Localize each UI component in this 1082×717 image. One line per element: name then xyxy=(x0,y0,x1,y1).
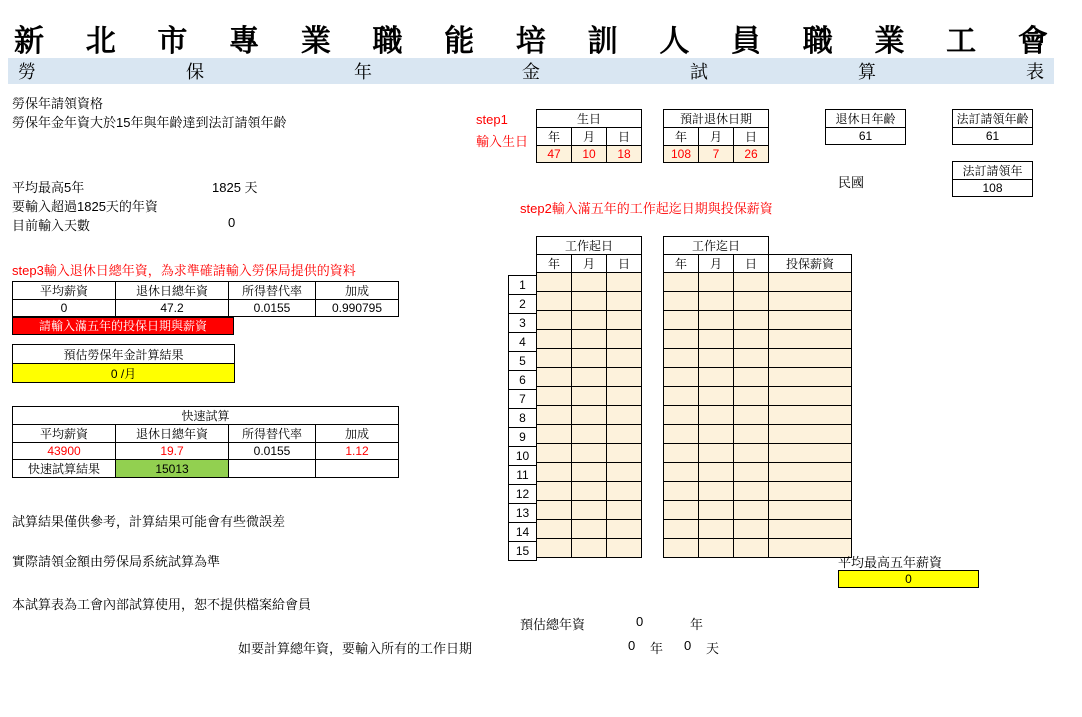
quick-value-bonus[interactable]: 1.12 xyxy=(316,443,399,460)
work-salary-input[interactable] xyxy=(769,273,852,292)
work-salary-input[interactable] xyxy=(769,425,852,444)
work-end-year-input[interactable] xyxy=(664,539,699,558)
work-start-year-input[interactable] xyxy=(537,330,572,349)
work-start-month-input[interactable] xyxy=(572,501,607,520)
quick-calc-title: 快速試算 xyxy=(13,407,399,425)
page-subtitle xyxy=(8,58,1054,84)
work-end-row xyxy=(664,444,852,463)
work-salary-input[interactable] xyxy=(769,387,852,406)
work-start-col-day: 日 xyxy=(607,255,642,273)
work-end-day-input[interactable] xyxy=(734,425,769,444)
quick-calc-table xyxy=(12,406,399,478)
hint-years-value: 0 xyxy=(628,638,636,653)
work-end-row xyxy=(664,539,852,558)
title-char-7: 培 xyxy=(515,25,546,58)
work-end-row xyxy=(664,273,852,292)
work-start-month-input[interactable] xyxy=(572,330,607,349)
work-start-row xyxy=(537,520,642,539)
work-row-index: 12 xyxy=(509,485,537,504)
work-start-year-input[interactable] xyxy=(537,501,572,520)
work-end-col-day: 日 xyxy=(734,255,769,273)
subtitle-char-3: 金 xyxy=(522,62,540,82)
current-days-value: 0 xyxy=(228,215,236,230)
work-salary-input[interactable] xyxy=(769,444,852,463)
legal-year-table xyxy=(952,161,1033,197)
work-row-index: 3 xyxy=(509,314,537,333)
param-header-avg-salary: 平均薪資 xyxy=(13,282,116,300)
work-start-month-input[interactable] xyxy=(572,482,607,501)
work-start-month-input[interactable] xyxy=(572,292,607,311)
work-end-year-input[interactable] xyxy=(664,482,699,501)
title-char-12: 業 xyxy=(874,25,905,58)
work-start-row xyxy=(537,425,642,444)
work-end-year-input[interactable] xyxy=(664,444,699,463)
work-salary-input[interactable] xyxy=(769,482,852,501)
work-end-col-month: 月 xyxy=(699,255,734,273)
work-salary-input[interactable] xyxy=(769,311,852,330)
avg-top5-salary-table xyxy=(838,570,979,588)
subtitle-char-4: 試 xyxy=(690,62,708,82)
work-end-year-input[interactable] xyxy=(664,349,699,368)
note-internal: 本試算表為工會內部試算使用，恕不提供檔案給會員 xyxy=(12,597,312,612)
param-header-total-years: 退休日總年資 xyxy=(116,282,229,300)
quick-header-bonus: 加成 xyxy=(316,425,399,443)
retire-day-input[interactable]: 26 xyxy=(734,146,769,163)
work-end-row xyxy=(664,349,852,368)
work-start-day-input[interactable] xyxy=(607,273,642,292)
retire-col-month: 月 xyxy=(699,128,734,146)
work-end-row xyxy=(664,425,852,444)
quick-result-spacer-2 xyxy=(316,460,399,478)
work-end-day-input[interactable] xyxy=(734,406,769,425)
birthday-title: 生日 xyxy=(537,110,642,128)
note-accuracy: 試算結果僅供參考，計算結果可能會有些微誤差 xyxy=(12,514,286,529)
subtitle-char-1: 保 xyxy=(186,62,204,82)
work-start-row xyxy=(537,463,642,482)
pension-result-table xyxy=(12,344,235,383)
legal-year-value: 108 xyxy=(953,180,1033,197)
work-end-day-input[interactable] xyxy=(734,501,769,520)
work-start-row xyxy=(537,349,642,368)
work-end-month-input[interactable] xyxy=(699,539,734,558)
work-start-month-input[interactable] xyxy=(572,311,607,330)
work-start-year-input[interactable] xyxy=(537,349,572,368)
param-value-avg-salary[interactable]: 0 xyxy=(13,300,116,317)
required-days-label: 要輸入超過1825天的年資 xyxy=(12,199,158,214)
total-years-label: 預估總年資 xyxy=(520,617,586,632)
work-row-index: 15 xyxy=(509,542,537,561)
work-start-col-year: 年 xyxy=(537,255,572,273)
work-end-row xyxy=(664,406,852,425)
birthday-year-input[interactable]: 47 xyxy=(537,146,572,163)
retire-col-day: 日 xyxy=(734,128,769,146)
work-start-year-input[interactable] xyxy=(537,444,572,463)
work-end-day-input[interactable] xyxy=(734,273,769,292)
work-start-month-input[interactable] xyxy=(572,520,607,539)
retire-date-table xyxy=(663,109,769,163)
birthday-month-input[interactable]: 10 xyxy=(572,146,607,163)
work-end-day-input[interactable] xyxy=(734,539,769,558)
work-row-index: 5 xyxy=(509,352,537,371)
hint-years-unit: 年 xyxy=(650,641,664,656)
pension-params-table xyxy=(12,281,399,317)
work-end-row xyxy=(664,387,852,406)
work-end-year-input[interactable] xyxy=(664,463,699,482)
subtitle-char-0: 勞 xyxy=(18,62,36,82)
work-end-day-input[interactable] xyxy=(734,444,769,463)
title-char-2: 市 xyxy=(157,25,188,58)
total-years-unit: 年 xyxy=(690,617,704,632)
work-start-row xyxy=(537,368,642,387)
work-start-month-input[interactable] xyxy=(572,368,607,387)
work-row-index: 8 xyxy=(509,409,537,428)
work-start-year-input[interactable] xyxy=(537,273,572,292)
work-start-day-input[interactable] xyxy=(607,520,642,539)
legal-age-table xyxy=(952,109,1033,145)
eligibility-detail: 勞保年金年資大於15年與年齡達到法訂請領年齡 xyxy=(12,115,287,130)
hint-days-value: 0 xyxy=(684,638,692,653)
title-char-1: 北 xyxy=(85,25,116,58)
work-start-month-input[interactable] xyxy=(572,406,607,425)
work-end-year-input[interactable] xyxy=(664,387,699,406)
work-start-year-input[interactable] xyxy=(537,292,572,311)
work-end-year-input[interactable] xyxy=(664,273,699,292)
work-start-month-input[interactable] xyxy=(572,425,607,444)
work-end-year-input[interactable] xyxy=(664,368,699,387)
work-end-day-input[interactable] xyxy=(734,330,769,349)
work-end-year-input[interactable] xyxy=(664,425,699,444)
work-start-row xyxy=(537,444,642,463)
work-salary-input[interactable] xyxy=(769,406,852,425)
work-end-row xyxy=(664,501,852,520)
quick-value-avg-salary[interactable]: 43900 xyxy=(13,443,116,460)
work-end-day-input[interactable] xyxy=(734,387,769,406)
work-start-day-input[interactable] xyxy=(607,311,642,330)
work-end-row xyxy=(664,311,852,330)
work-row-index: 2 xyxy=(509,295,537,314)
work-end-month-input[interactable] xyxy=(699,330,734,349)
work-end-month-input[interactable] xyxy=(699,368,734,387)
retire-age-value: 61 xyxy=(826,128,906,145)
work-start-day-input[interactable] xyxy=(607,330,642,349)
work-start-day-input[interactable] xyxy=(607,406,642,425)
retire-date-title: 預計退休日期 xyxy=(664,110,769,128)
work-end-day-input[interactable] xyxy=(734,311,769,330)
work-start-month-input[interactable] xyxy=(572,463,607,482)
eligibility-heading: 勞保年請領資格 xyxy=(12,96,104,111)
work-row-index: 10 xyxy=(509,447,537,466)
work-salary-input[interactable] xyxy=(769,463,852,482)
page-title xyxy=(8,20,1054,56)
param-header-bonus: 加成 xyxy=(316,282,399,300)
work-start-row xyxy=(537,330,642,349)
work-end-month-input[interactable] xyxy=(699,520,734,539)
work-end-title-spacer xyxy=(769,237,852,255)
work-salary-input[interactable] xyxy=(769,292,852,311)
work-end-date-table xyxy=(663,236,852,558)
work-start-year-input[interactable] xyxy=(537,482,572,501)
step3-label: step3輸入退休日總年資，為求準確請輸入勞保局提供的資料 xyxy=(12,263,356,278)
work-end-day-input[interactable] xyxy=(734,368,769,387)
work-end-year-input[interactable] xyxy=(664,311,699,330)
work-start-row xyxy=(537,406,642,425)
title-char-14: 會 xyxy=(1017,25,1048,58)
work-end-month-input[interactable] xyxy=(699,406,734,425)
work-salary-input[interactable] xyxy=(769,501,852,520)
note-official: 實際請領金額由勞保局系統試算為準 xyxy=(12,554,221,569)
work-start-row xyxy=(537,273,642,292)
work-salary-header: 投保薪資 xyxy=(769,255,852,273)
subtitle-char-6: 表 xyxy=(1026,62,1044,82)
work-end-year-input[interactable] xyxy=(664,501,699,520)
subtitle-char-5: 算 xyxy=(858,62,876,82)
work-start-day-input[interactable] xyxy=(607,292,642,311)
work-end-month-input[interactable] xyxy=(699,387,734,406)
work-end-day-input[interactable] xyxy=(734,463,769,482)
birthday-table xyxy=(536,109,642,163)
work-start-month-input[interactable] xyxy=(572,387,607,406)
work-salary-input[interactable] xyxy=(769,520,852,539)
total-years-value: 0 xyxy=(636,614,644,629)
quick-value-total-years[interactable]: 19.7 xyxy=(116,443,229,460)
work-start-day-input[interactable] xyxy=(607,387,642,406)
param-value-bonus[interactable]: 0.990795 xyxy=(316,300,399,317)
legal-age-value: 61 xyxy=(953,128,1033,145)
avg-top5-salary-value: 0 xyxy=(839,571,979,588)
quick-header-replacement-rate: 所得替代率 xyxy=(229,425,316,443)
current-days-label: 目前輸入天數 xyxy=(12,218,91,233)
work-start-year-input[interactable] xyxy=(537,368,572,387)
work-end-month-input[interactable] xyxy=(699,463,734,482)
work-start-year-input[interactable] xyxy=(537,311,572,330)
work-start-year-input[interactable] xyxy=(537,406,572,425)
work-end-month-input[interactable] xyxy=(699,349,734,368)
work-row-index: 14 xyxy=(509,523,537,542)
work-start-day-input[interactable] xyxy=(607,463,642,482)
title-char-3: 專 xyxy=(229,25,260,58)
birthday-col-month: 月 xyxy=(572,128,607,146)
step2-label: step2輸入滿五年的工作起迄日期與投保薪資 xyxy=(520,201,773,216)
legal-age-title: 法訂請領年齡 xyxy=(953,110,1033,128)
quick-value-replacement-rate[interactable]: 0.0155 xyxy=(229,443,316,460)
work-end-row xyxy=(664,463,852,482)
warning-banner: 請輸入滿五年的投保日期與薪資 xyxy=(12,317,234,335)
work-start-year-input[interactable] xyxy=(537,520,572,539)
birthday-col-year: 年 xyxy=(537,128,572,146)
work-start-row xyxy=(537,482,642,501)
work-row-index: 6 xyxy=(509,371,537,390)
retire-month-input[interactable]: 7 xyxy=(699,146,734,163)
avg-top5-salary-label: 平均最高五年薪資 xyxy=(838,555,943,570)
work-start-row xyxy=(537,387,642,406)
avg-top5-label: 平均最高5年 xyxy=(12,180,85,195)
work-start-day-input[interactable] xyxy=(607,444,642,463)
work-end-month-input[interactable] xyxy=(699,425,734,444)
work-row-index: 7 xyxy=(509,390,537,409)
work-end-month-input[interactable] xyxy=(699,501,734,520)
work-salary-input[interactable] xyxy=(769,349,852,368)
work-end-day-input[interactable] xyxy=(734,292,769,311)
work-start-title: 工作起日 xyxy=(537,237,642,255)
work-end-year-input[interactable] xyxy=(664,292,699,311)
work-row-index: 9 xyxy=(509,428,537,447)
subtitle-char-2: 年 xyxy=(354,62,372,82)
work-end-month-input[interactable] xyxy=(699,311,734,330)
work-end-col-year: 年 xyxy=(664,255,699,273)
work-row-index: 13 xyxy=(509,504,537,523)
work-start-month-input[interactable] xyxy=(572,349,607,368)
retire-age-table xyxy=(825,109,906,145)
work-start-month-input[interactable] xyxy=(572,273,607,292)
work-salary-input[interactable] xyxy=(769,330,852,349)
retire-age-title: 退休日年齡 xyxy=(826,110,906,128)
total-years-hint: 如要計算總年資，要輸入所有的工作日期 xyxy=(238,641,473,656)
avg-top5-value: 1825 天 xyxy=(212,180,258,195)
title-char-6: 能 xyxy=(444,25,475,58)
work-start-day-input[interactable] xyxy=(607,482,642,501)
work-end-row xyxy=(664,330,852,349)
param-value-replacement-rate[interactable]: 0.0155 xyxy=(229,300,316,317)
work-end-month-input[interactable] xyxy=(699,444,734,463)
param-header-replacement-rate: 所得替代率 xyxy=(229,282,316,300)
title-char-0: 新 xyxy=(14,25,44,58)
work-start-col-month: 月 xyxy=(572,255,607,273)
work-end-row xyxy=(664,520,852,539)
work-end-month-input[interactable] xyxy=(699,292,734,311)
birthday-day-input[interactable]: 18 xyxy=(607,146,642,163)
work-start-month-input[interactable] xyxy=(572,539,607,558)
work-start-row xyxy=(537,292,642,311)
work-start-year-input[interactable] xyxy=(537,463,572,482)
work-start-year-input[interactable] xyxy=(537,539,572,558)
work-start-row xyxy=(537,501,642,520)
birthday-col-day: 日 xyxy=(607,128,642,146)
work-end-year-input[interactable] xyxy=(664,330,699,349)
hint-days-unit: 天 xyxy=(706,641,720,656)
work-row-index: 1 xyxy=(509,276,537,295)
work-end-title: 工作迄日 xyxy=(664,237,769,255)
quick-header-avg-salary: 平均薪資 xyxy=(13,425,116,443)
retire-col-year: 年 xyxy=(664,128,699,146)
work-end-day-input[interactable] xyxy=(734,349,769,368)
work-end-year-input[interactable] xyxy=(664,520,699,539)
work-start-month-input[interactable] xyxy=(572,444,607,463)
title-char-4: 業 xyxy=(300,25,331,58)
work-start-day-input[interactable] xyxy=(607,368,642,387)
title-char-8: 訓 xyxy=(587,25,618,58)
work-start-row xyxy=(537,539,642,558)
work-end-day-input[interactable] xyxy=(734,482,769,501)
step1-label: step1 xyxy=(476,112,508,127)
param-value-total-years[interactable]: 47.2 xyxy=(116,300,229,317)
title-char-5: 職 xyxy=(372,25,403,58)
work-start-year-input[interactable] xyxy=(537,425,572,444)
work-start-row xyxy=(537,311,642,330)
work-end-month-input[interactable] xyxy=(699,273,734,292)
work-start-day-input[interactable] xyxy=(607,539,642,558)
work-start-day-input[interactable] xyxy=(607,349,642,368)
quick-result-value: 15013 xyxy=(116,460,229,478)
work-end-year-input[interactable] xyxy=(664,406,699,425)
quick-result-spacer-1 xyxy=(229,460,316,478)
work-start-day-input[interactable] xyxy=(607,425,642,444)
title-char-10: 員 xyxy=(731,25,762,58)
pension-result-value: 0 /月 xyxy=(13,364,235,383)
work-end-row xyxy=(664,482,852,501)
pension-result-title: 預估勞保年金計算結果 xyxy=(13,345,235,364)
title-char-13: 工 xyxy=(946,25,977,58)
quick-result-label: 快速試算結果 xyxy=(13,460,116,478)
work-end-row xyxy=(664,368,852,387)
work-salary-input[interactable] xyxy=(769,368,852,387)
birthday-input-label: 輸入生日 xyxy=(476,134,529,149)
work-end-month-input[interactable] xyxy=(699,482,734,501)
work-end-day-input[interactable] xyxy=(734,520,769,539)
retire-year-input[interactable]: 108 xyxy=(664,146,699,163)
work-start-date-table xyxy=(536,236,642,558)
legal-year-title: 法訂請領年 xyxy=(953,162,1033,180)
work-row-index-table xyxy=(508,275,537,561)
work-start-day-input[interactable] xyxy=(607,501,642,520)
quick-header-total-years: 退休日總年資 xyxy=(116,425,229,443)
work-row-index: 4 xyxy=(509,333,537,352)
minguo-label: 民國 xyxy=(838,175,865,190)
work-start-year-input[interactable] xyxy=(537,387,572,406)
work-row-index: 11 xyxy=(509,466,537,485)
work-end-row xyxy=(664,292,852,311)
title-char-11: 職 xyxy=(802,25,833,58)
title-char-9: 人 xyxy=(659,25,690,58)
